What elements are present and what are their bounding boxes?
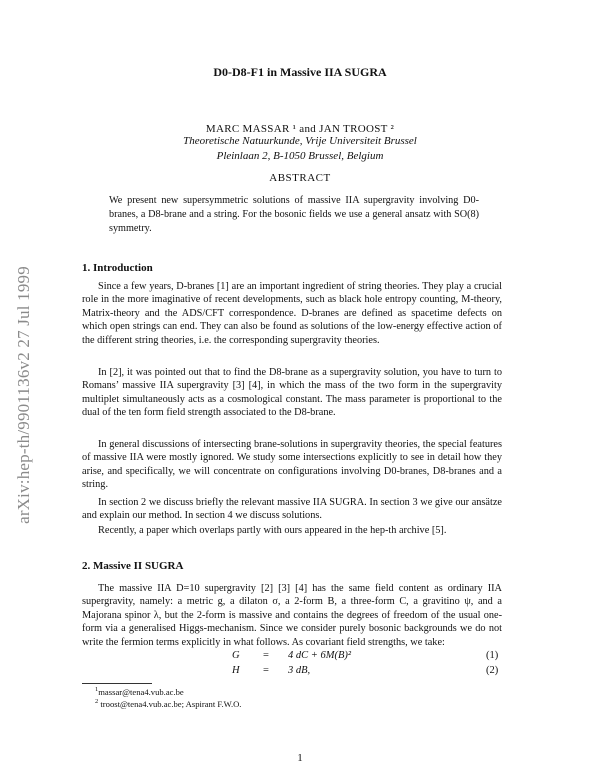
equation-rhs: 4 dC + 6M(B)²	[288, 650, 352, 661]
footnote-2	[95, 698, 241, 709]
paragraph-text: In [2], it was pointed out that to find the D8-brane as a supergravity solution, you have to turn to Romans’ massive IIA supergravity [3] [4], in which the mass of the two form in the supergravity multiplet simultaneously acts as a cosmological constant. The mass parameter is proportional to the dual of the ten form field strength associated to the D8-brane.	[82, 367, 502, 419]
footnote-rule	[82, 683, 152, 684]
paragraph-text: Since a few years, D-branes [1] are an important ingredient of string theories. They play a crucial role in the more imaginative of recent developments, such as black hole entropy counting, M-theory, Matrix-theory and the ADS/CFT correspondence. D-branes are defined as spacetime defects on which open strings can end. They can also be found as solutions of the low-energy effective action of the different string theories, i.e. the corresponding supergravity theories.	[82, 281, 502, 346]
equation-number: (1)	[486, 650, 499, 661]
footnote-mark: 2	[95, 698, 99, 705]
section-heading-introduction: 1. Introduction	[82, 262, 153, 274]
page-number: 1	[297, 752, 303, 764]
equation-equals: =	[263, 665, 269, 676]
abstract-text: We present new supersymmetric solutions of massive IIA supergravity involving D0-branes, a D8-brane and a string. For the bosonic fields we use a general ansatz with SO(8) symmetry.	[109, 195, 479, 234]
paragraph-text: In general discussions of intersecting brane-solutions in supergravity theories, the special features of massive IIA were mostly ignored. We study some intersections explicitly to see in detail how they arise, and specifically, we will concentrate on configurations involving D0-branes, D8-branes and a string.	[82, 439, 502, 491]
footnote-email: massar@tena4.vub.ac.be	[98, 686, 184, 697]
intro-paragraph	[82, 280, 502, 347]
paragraph-text: Recently, a paper which overlaps partly with ours appeared in the hep-th archive [5].	[98, 525, 447, 536]
intro-paragraph	[82, 496, 502, 523]
intro-paragraph	[82, 366, 502, 420]
equation-lhs: H	[232, 665, 240, 676]
arxiv-sidebar	[6, 215, 42, 575]
paragraph-text: The massive IIA D=10 supergravity [2] [3] [4] has the same field content as ordinary IIA supergravity, namely: a metric g, a dilaton σ, a 2-form B, a three-form C, a gravitino ψ, and a Majorana spinor λ, but the 2-form is massive and contains the degrees of freedom of the usual one-form via a generalised Higgs-mechanism. Since we consider purely bosonic backgrounds we do not write the fermion terms explicitly in what follows. As covariant field strengths, we take:	[82, 583, 502, 648]
paragraph-text: In section 2 we discuss briefly the relevant massive IIA SUGRA. In section 3 we give our ansätze and explain our method. In section 4 we discuss solutions.	[82, 497, 502, 522]
intro-paragraph	[82, 438, 502, 492]
arxiv-identifier: arXiv:hep-th/9901136v2 27 Jul 1999	[14, 266, 33, 524]
equation-rhs: 3 dB,	[288, 665, 311, 676]
paper-title: D0-D8-F1 in Massive IIA SUGRA	[213, 65, 387, 79]
authors: MARC MASSAR ¹ and JAN TROOST ²	[205, 123, 395, 135]
equation-equals: =	[263, 650, 269, 661]
sugra-paragraph	[82, 582, 502, 649]
intro-paragraph	[82, 524, 502, 537]
equation-lhs: G	[232, 650, 240, 661]
footnote-1	[95, 686, 184, 697]
abstract-heading: ABSTRACT	[269, 172, 331, 184]
equation-number: (2)	[486, 665, 499, 676]
section-heading-massive-sugra: 2. Massive II SUGRA	[82, 560, 184, 572]
footnote-mark: 1	[95, 686, 99, 693]
affiliation-line-2: Pleinlaan 2, B-1050 Brussel, Belgium	[216, 150, 384, 162]
footnote-email: troost@tena4.vub.ac.be; Aspirant F.W.O.	[100, 698, 242, 709]
affiliation-line-1: Theoretische Natuurkunde, Vrije Universiteit Brussel	[183, 135, 417, 147]
